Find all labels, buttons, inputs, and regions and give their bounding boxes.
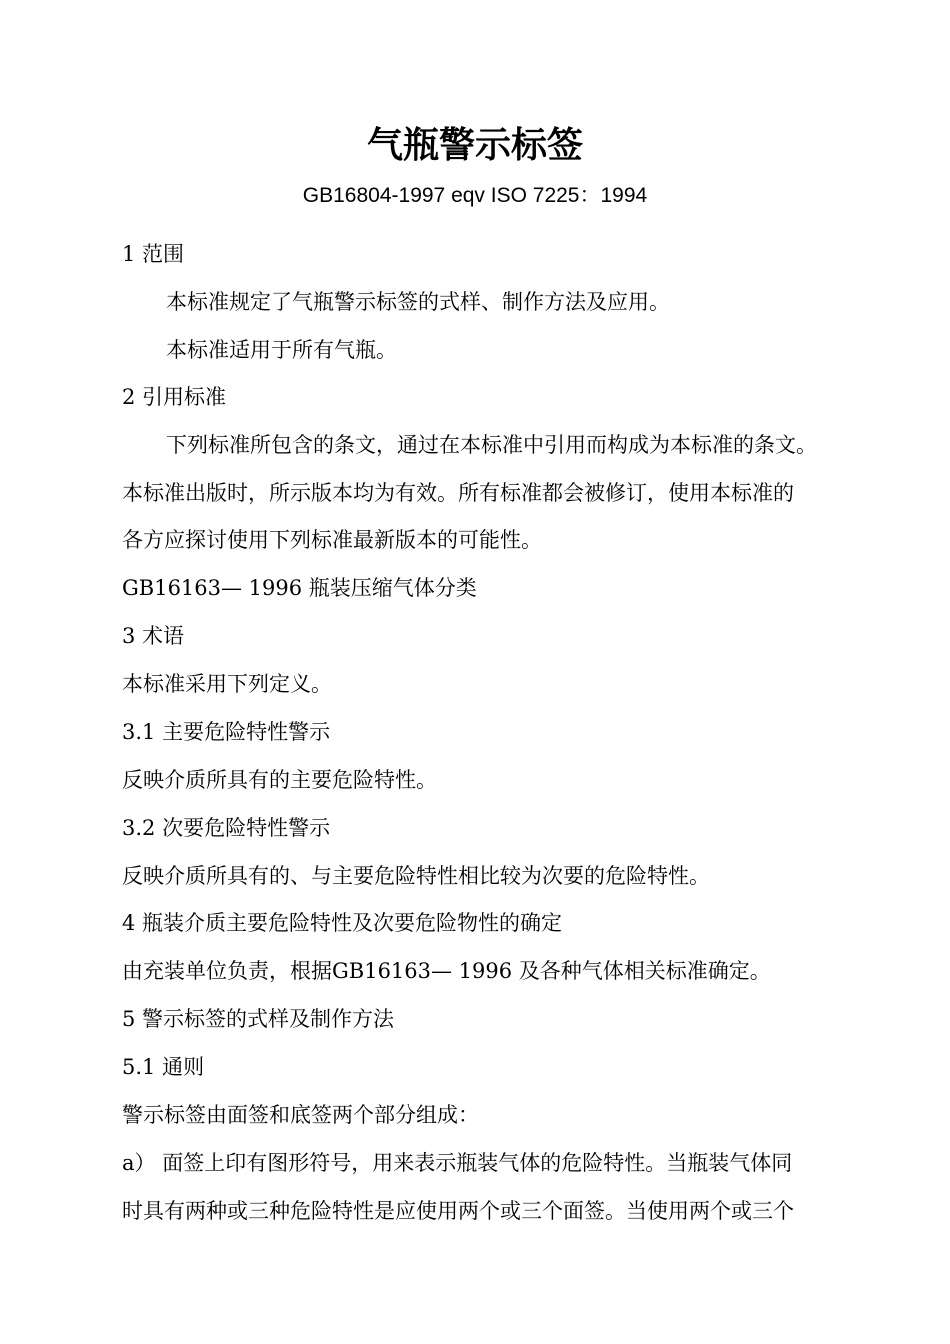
section-heading: 5 警示标签的式样及制作方法	[122, 1007, 395, 1031]
section-heading: 4 瓶装介质主要危险特性及次要危险物性的确定	[122, 911, 563, 935]
section-heading-terms: 3 术语	[122, 624, 185, 648]
paragraph-line: 本标准出版时，所示版本均为有效。所有标准都会被修订，使用本标准的	[122, 481, 794, 505]
paragraph-line: 下列标准所包含的条文，通过在本标准中引用而构成为本标准的条文。	[166, 433, 817, 457]
paragraph-line: 本标准规定了气瓶警示标签的式样、制作方法及应用。	[166, 290, 670, 314]
section-heading-scope: 1 范围	[122, 242, 185, 266]
document-subtitle: GB16804-1997 eqv ISO 7225：1994	[302, 184, 648, 207]
paragraph-line: 本标准适用于所有气瓶。	[166, 338, 397, 362]
paragraph-line: 警示标签由面签和底签两个部分组成：	[122, 1103, 479, 1127]
reference-item: GB16163— 1996 瓶装压缩气体分类	[122, 576, 477, 600]
list-item-line: 时具有两种或三种危险特性是应使用两个或三个面签。当使用两个或三个	[122, 1199, 794, 1223]
subsection-heading: 5.1 通则	[122, 1055, 205, 1079]
paragraph-line: 各方应探讨使用下列标准最新版本的可能性。	[122, 528, 542, 552]
subsection-heading: 3.2 次要危险特性警示	[122, 816, 331, 840]
list-item-line: a） 面签上印有图形符号，用来表示瓶装气体的危险特性。当瓶装气体同	[122, 1151, 793, 1175]
paragraph-line: 由充装单位负责，根据GB16163— 1996 及各种气体相关标准确定。	[122, 959, 771, 983]
section-heading-references: 2 引用标准	[122, 385, 227, 409]
paragraph-line: 反映介质所具有的、与主要危险特性相比较为次要的危险特性。	[122, 864, 710, 888]
document-title: 气瓶警示标签	[366, 125, 583, 166]
paragraph-line: 反映介质所具有的主要危险特性。	[122, 768, 437, 792]
subsection-heading: 3.1 主要危险特性警示	[122, 720, 331, 744]
paragraph-line: 本标准采用下列定义。	[122, 672, 332, 696]
